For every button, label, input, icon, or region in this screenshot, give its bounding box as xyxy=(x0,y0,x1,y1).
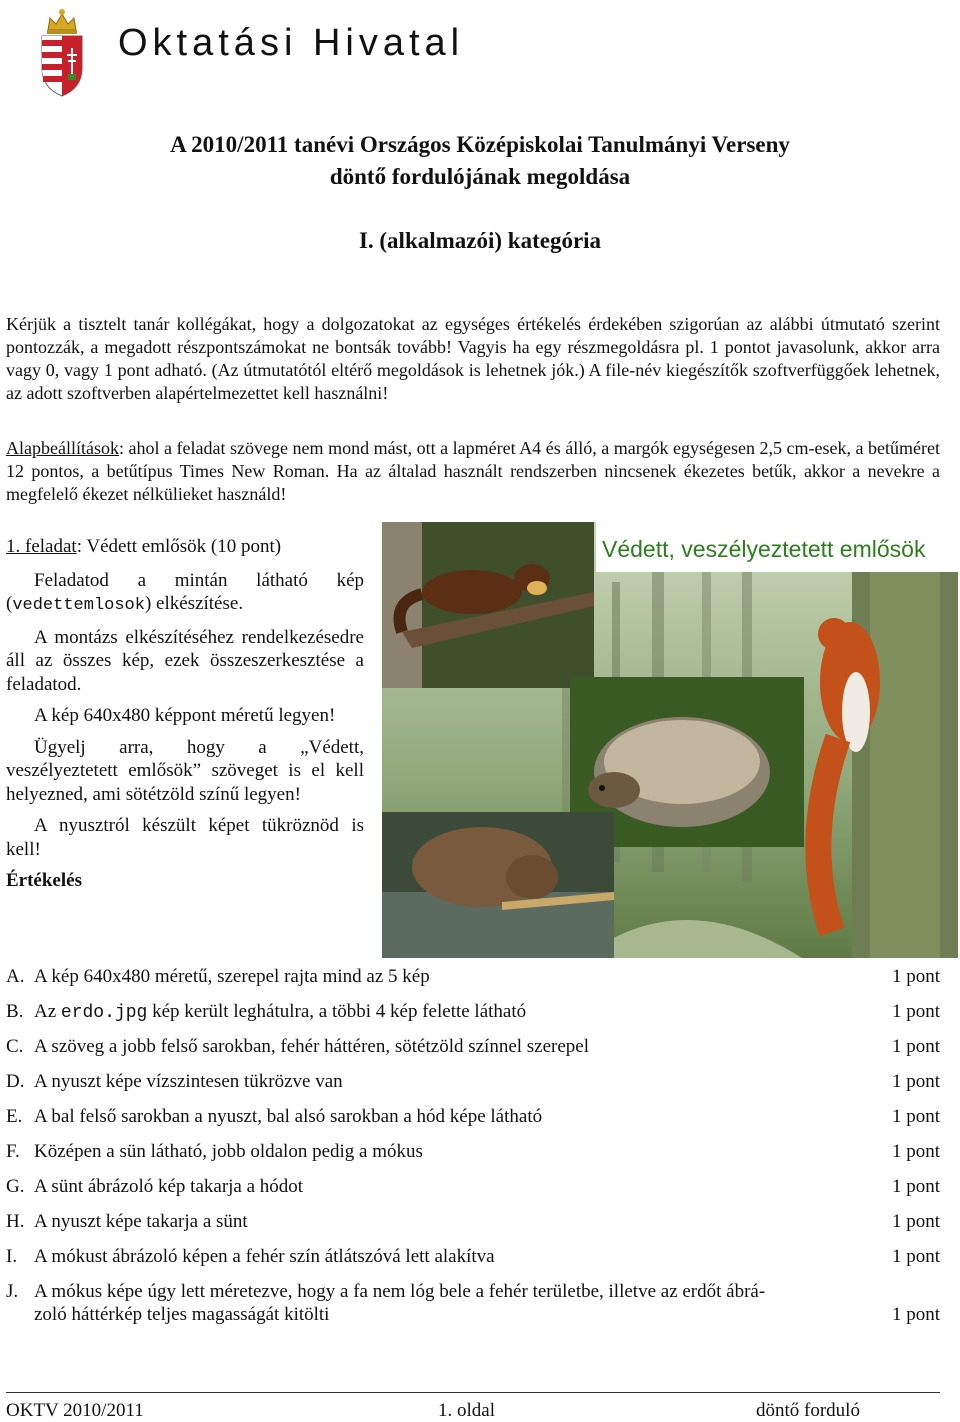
task-paragraph-4: Ügyelj arra, hogy a „Védett, veszélyeztetett emlősök” szöveget is el kell helyezned, ami sötétzöld színű legyen! xyxy=(6,736,364,805)
footer-divider xyxy=(6,1392,940,1393)
item-text-line2: zoló háttérkép teljes magasságát kitölti xyxy=(34,1304,330,1325)
item-points: 1 pont xyxy=(891,1304,940,1325)
item-points: 1 pont xyxy=(891,966,940,987)
item-text: A mókust ábrázoló képen a fehér szín átlátszóvá lett alakítva xyxy=(34,1246,495,1267)
task-paragraph-3: A kép 640x480 képpont méretű legyen! xyxy=(34,705,336,726)
task-p1-text: Feladatod a mintán látható kép ( xyxy=(6,569,364,614)
intro-paragraph xyxy=(6,313,940,405)
item-letter: A. xyxy=(6,966,25,987)
document-title-line1: A 2010/2011 tanévi Országos Középiskolai Tanulmányi Verseny xyxy=(170,132,790,157)
item-text: A szöveg a jobb felső sarokban, fehér háttéren, sötétzöld színnel szerepel xyxy=(34,1036,590,1057)
item-text: Az xyxy=(34,1001,61,1022)
evaluation-heading: Értékelés xyxy=(6,870,82,891)
item-letter: J. xyxy=(6,1281,19,1302)
collage-caption: Védett, veszélyeztetett emlősök xyxy=(602,536,926,562)
category-title: I. (alkalmazói) kategória xyxy=(358,228,602,253)
item-filename: erdo.jpg xyxy=(60,1003,148,1023)
item-text: A sünt ábrázoló kép takarja a hódot xyxy=(34,1176,304,1197)
item-points: 1 pont xyxy=(891,1071,940,1092)
item-points: 1 pont xyxy=(891,1106,940,1127)
item-text: A nyuszt képe vízszintesen tükrözve van xyxy=(34,1071,343,1092)
item-text: A nyuszt képe takarja a sünt xyxy=(34,1211,248,1232)
document-title-line2: döntő fordulójának megoldása xyxy=(329,164,631,189)
task-label: 1. feladat xyxy=(6,536,77,557)
item-letter: H. xyxy=(6,1211,25,1232)
sample-collage-image xyxy=(382,522,958,958)
item-points: 1 pont xyxy=(891,1211,940,1232)
intro-text: Kérjük a tisztelt tanár kollégákat, hogy a dolgozatokat az egységes értékelés érdekében szigorúan az alábbi útmutató szerint pontozzák, a megadott részpontszámokat ne bontsák tovább! Vagyis ha egy részmegoldásra pl. 1 pontot javasolunk, akkor arra vagy 0, vagy 1 pont adható. (Az útmutatótól eltérő megoldások is lehetnek jók.) A file-név kiegészítők szoftverfüggőek lehetnek, az adott szoftverben alapértelmezettet kell használni! xyxy=(6,314,940,403)
item-letter: D. xyxy=(6,1071,25,1092)
footer-page-number: 1. oldal xyxy=(438,1400,495,1421)
collage-drawing xyxy=(382,522,958,958)
item-points: 1 pont xyxy=(891,1246,940,1267)
item-text: A bal felső sarokban a nyuszt, bal alsó sarokban a hód képe látható xyxy=(34,1106,543,1127)
task-description xyxy=(6,535,364,901)
item-text-end: kép került leghátulra, a többi 4 kép felette látható xyxy=(147,1001,527,1022)
item-letter: G. xyxy=(6,1176,25,1197)
coat-of-arms-logo xyxy=(38,4,86,98)
task-paragraph-2: A montázs elkészítéséhez rendelkezésedre áll az összes kép, ezek összeszerkesztése a feladatod. xyxy=(6,626,364,695)
organization-name: Oktatási Hivatal xyxy=(118,22,465,64)
item-points: 1 pont xyxy=(891,1001,940,1022)
task-paragraph-5: A nyusztról készült képet tükröznöd is kell! xyxy=(6,815,364,860)
defaults-paragraph xyxy=(6,437,940,506)
grading-item xyxy=(6,1280,940,1330)
item-letter: B. xyxy=(6,1001,24,1022)
item-text: A kép 640x480 méretű, szerepel rajta mind az 5 kép xyxy=(34,966,430,987)
item-letter: F. xyxy=(6,1141,20,1162)
item-text: A mókus képe úgy lett méretezve, hogy a fa nem lóg bele a fehér területbe, illetve az erdőt ábrá- xyxy=(34,1281,766,1302)
grading-list xyxy=(6,965,940,1365)
item-letter: I. xyxy=(6,1246,18,1267)
task-p1-end: ) elkészítése. xyxy=(144,593,244,614)
defaults-text: : ahol a feladat szövege nem mond mást, ott a lapméret A4 és álló, a margók egységesen 2,5 cm-esek, a betűméret 12 pontos, a betűtípus Times New Roman. Ha az általad használt rendszerben nincsenek ékezetes betűk, akkor a nevekre a megfelelő ékezet nélkülieket használd! xyxy=(6,438,940,504)
item-points: 1 pont xyxy=(891,1036,940,1057)
footer-right: döntő forduló xyxy=(756,1400,860,1421)
defaults-label: Alapbeállítások xyxy=(6,438,119,458)
footer-left: OKTV 2010/2011 xyxy=(6,1400,144,1421)
item-letter: C. xyxy=(6,1036,24,1057)
task-filename: vedettemlosok xyxy=(12,596,145,615)
item-points: 1 pont xyxy=(891,1141,940,1162)
item-text: Középen a sün látható, jobb oldalon pedig a mókus xyxy=(34,1141,423,1162)
task-title: : Védett emlősök (10 pont) xyxy=(76,536,282,557)
item-points: 1 pont xyxy=(891,1176,940,1197)
item-letter: E. xyxy=(6,1106,23,1127)
